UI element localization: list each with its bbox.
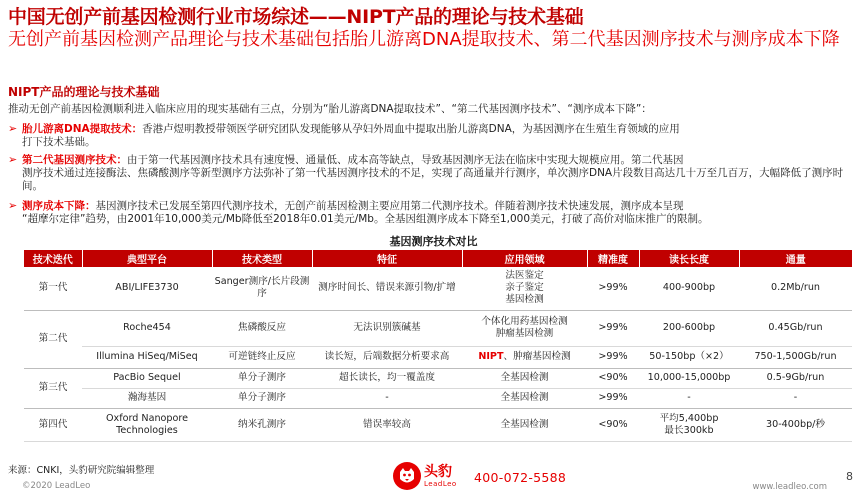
header-cell: 应用领域 (462, 250, 587, 267)
generation-cell: 第二代 (24, 310, 82, 368)
accuracy-cell: <90% (587, 368, 639, 388)
website-url[interactable]: www.leadleo.com (752, 482, 827, 492)
platform-cell: 瀚海基因 (82, 388, 212, 408)
throughput-cell: 0.5-9Gb/run (739, 368, 852, 388)
platform-cell: Roche454 (82, 310, 212, 346)
bullet-continuation: “超摩尔定律”趋势，由2001年10,000美元/Mb降低至2018年0.01美元/Mb。全基因组测序成本下降至1,000美元，打破了高价对临床推广的限制。 (22, 213, 709, 225)
platform-cell: Oxford Nanopore Technologies (82, 408, 212, 441)
leadleo-logo (392, 461, 457, 491)
phone-number: 400-072-5588 (474, 470, 567, 485)
page-title: 中国无创产前基因检测行业市场综述——NIPT产品的理论与技术基础 (8, 6, 584, 28)
accuracy-cell: >99% (587, 267, 639, 310)
generation-cell: 第一代 (24, 267, 82, 310)
application-cell: 全基因检测 (462, 368, 587, 388)
tech-type-cell: 单分子测序 (212, 388, 312, 408)
source-note: 来源：CNKI，头豹研究院编辑整理 (8, 465, 155, 476)
page-subtitle: 无创产前基因检测产品理论与技术基础包括胎儿游离DNA提取技术、第二代基因测序技术与测序成本下降 (8, 29, 840, 50)
arrow-bullet-icon: ➢ (8, 199, 18, 212)
bullet-lead: 测序成本下降： (22, 200, 96, 212)
leopard-logo-icon (392, 461, 422, 491)
feature-cell: 超长读长，均一覆盖度 (312, 368, 462, 388)
header-cell: 读长长度 (639, 250, 739, 267)
application-cell: 个体化用药基因检测 肿瘤基因检测 (462, 310, 587, 346)
table-row (24, 267, 852, 310)
sequencing-comparison-table (24, 250, 852, 442)
generation-cell: 第四代 (24, 408, 82, 441)
read-length-cell: 平均5,400bp 最长300kb (639, 408, 739, 441)
logo-english-name: LeadLeo (424, 479, 457, 488)
nipt-highlight: NIPT (478, 351, 504, 362)
feature-cell: 读长短，后端数据分析要求高 (312, 346, 462, 368)
table-title: 基因测序技术对比 (389, 235, 478, 248)
bullet-continuation: 测序技术通过连接酶法、焦磷酸测序等新型测序方法弥补了第一代基因测序技术的不足，实现了高通量并行测序，单次测序DNA片段数目高达几十万至几百万，大幅降低了测序时间。 (22, 167, 844, 192)
read-length-cell: 400-900bp (639, 267, 739, 310)
throughput-cell: 0.45Gb/run (739, 310, 852, 346)
arrow-bullet-icon: ➢ (8, 122, 18, 135)
generation-cell: 第三代 (24, 368, 82, 408)
table-row (24, 388, 852, 408)
accuracy-cell: <90% (587, 408, 639, 441)
header-cell: 精准度 (587, 250, 639, 267)
bullet-text: 由于第一代基因测序技术具有速度慢、通量低、成本高等缺点，导致基因测序无法在临床中实现大规模应用。第二代基因 (127, 154, 684, 166)
header-cell: 特征 (312, 250, 462, 267)
accuracy-cell: >99% (587, 346, 639, 368)
accuracy-cell: >99% (587, 310, 639, 346)
copyright-text: ©2020 LeadLeo (22, 481, 91, 491)
bullet-dna-extraction (8, 122, 858, 149)
table-row (24, 310, 852, 346)
read-length-cell: 10,000-15,000bp (639, 368, 739, 388)
application-cell: 全基因检测 (462, 388, 587, 408)
platform-cell: PacBio Sequel (82, 368, 212, 388)
table-row (24, 368, 852, 388)
bullet-text: 香港卢煜明教授带领医学研究团队发现能够从孕妇外周血中提取出胎儿游离DNA，为基因测序在生殖生育领域的应用 (142, 123, 680, 135)
application-rest: 、肿瘤基因检测 (503, 351, 571, 362)
throughput-cell: 30-400bp/秒 (739, 408, 852, 441)
tech-type-cell: 纳米孔测序 (212, 408, 312, 441)
intro-paragraph: 推动无创产前基因检测顺利进入临床应用的现实基础有三点，分别为“胎儿游离DNA提取技术”、“第二代基因测序技术”、“测序成本下降”： (8, 103, 652, 115)
tech-type-cell: 焦磷酸反应 (212, 310, 312, 346)
feature-cell: 测序时间长、错误来源引物/扩增 (312, 267, 462, 310)
application-cell: 法医鉴定 亲子鉴定 基因检测 (462, 267, 587, 310)
header-cell: 通量 (739, 250, 852, 267)
bullet-ngs (8, 153, 858, 193)
bullet-lead: 第二代基因测序技术： (22, 154, 127, 166)
bullet-lead: 胎儿游离DNA提取技术： (22, 123, 143, 135)
application-cell (462, 346, 587, 368)
logo-chinese-name: 头豹 (424, 463, 452, 480)
section-heading: NIPT产品的理论与技术基础 (8, 85, 160, 99)
throughput-cell: 0.2Mb/run (739, 267, 852, 310)
feature-cell: 错误率较高 (312, 408, 462, 441)
platform-cell: Illumina HiSeq/MiSeq (82, 346, 212, 368)
header-cell: 技术类型 (212, 250, 312, 267)
tech-type-cell: 可逆链终止反应 (212, 346, 312, 368)
tech-type-cell: Sanger测序/长片段测序 (212, 267, 312, 310)
page-number: 8 (846, 470, 853, 483)
tech-type-cell: 单分子测序 (212, 368, 312, 388)
bullet-text: 基因测序技术已发展至第四代测序技术，无创产前基因检测主要应用第二代测序技术。伴随着测序技术快速发展，测序成本呈现 (95, 200, 684, 212)
application-cell: 全基因检测 (462, 408, 587, 441)
bullet-continuation: 打下技术基础。 (22, 136, 96, 148)
table-row (24, 408, 852, 441)
throughput-cell: - (739, 388, 852, 408)
throughput-cell: 750-1,500Gb/run (739, 346, 852, 368)
feature-cell: - (312, 388, 462, 408)
bullet-cost-decline (8, 199, 858, 226)
platform-cell: ABI/LIFE3730 (82, 267, 212, 310)
header-cell: 技术迭代 (24, 250, 82, 267)
read-length-cell: 200-600bp (639, 310, 739, 346)
accuracy-cell: >99% (587, 388, 639, 408)
table-header-row (24, 250, 852, 267)
feature-cell: 无法识别簇碱基 (312, 310, 462, 346)
arrow-bullet-icon: ➢ (8, 153, 18, 166)
header-cell: 典型平台 (82, 250, 212, 267)
read-length-cell: 50-150bp（×2） (639, 346, 739, 368)
table-row (24, 346, 852, 368)
read-length-cell: - (639, 388, 739, 408)
